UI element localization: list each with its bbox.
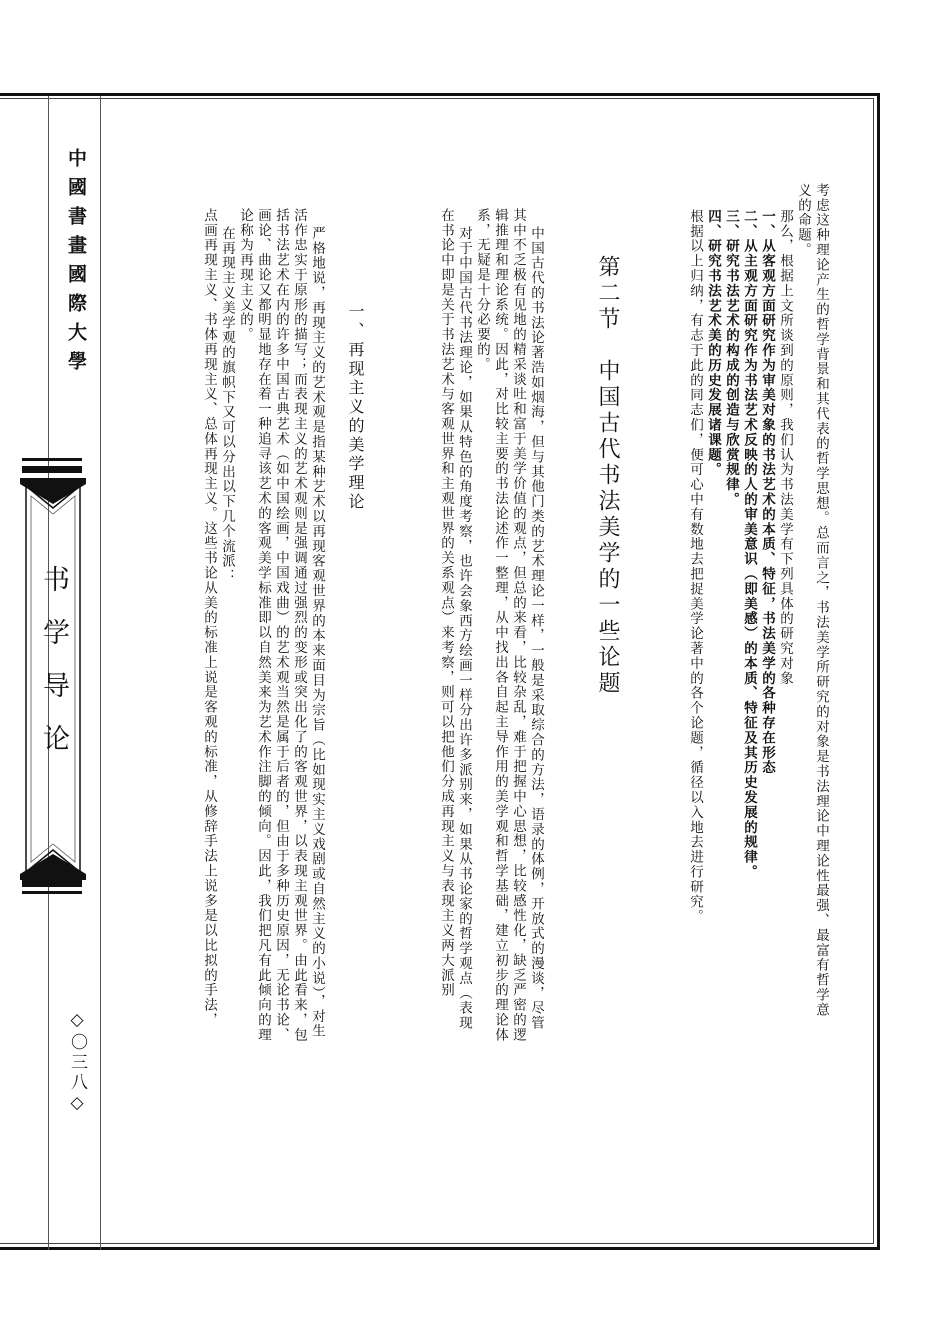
ornament-bar	[22, 891, 82, 894]
ornament-bar	[22, 466, 82, 473]
text-column: 根据以上归纳，有志于此的同志们，便可心中有数地去把捉美学论著中的各个论题，循径以入地去进行研究。	[687, 209, 703, 925]
text-column: 义的命题。	[795, 183, 811, 258]
text-column: 考虑这种理论产生的哲学背景和其代表的哲学思想。总而言之，书法美学所研究的对象是书法理论中理论性最强、最富有哲学意	[813, 183, 829, 1018]
spine-line-right	[100, 96, 101, 1250]
page-number: ◇〇三八◇	[67, 1010, 87, 1116]
text-column: 点画再现主义、书体再现主义、总体再现主义。这些书论从美的标准上说是客观的标准，从修辞手法上说多是以比拟的手法，	[201, 208, 217, 1028]
text-column: 三、研究书法艺术的构成的创造与欣赏规律。	[723, 209, 739, 507]
text-column: 活作忠实于原形的描写；而表现主义的艺术观则是强调通过强烈的变形或突出化了的客观世界，以表现主观世界。由此看来，包	[291, 208, 307, 1043]
ornament-bar	[22, 880, 82, 887]
series-title: 中國書畫國際大學	[65, 148, 87, 380]
subsection-heading: 一、再现主义的美学理论	[346, 303, 365, 512]
text-column: 系，无疑是十分必要的。	[474, 208, 490, 372]
text-column: 二、从主观方面研究作为书法艺术反映的人的审美意识（即美感）的本质、特征及其历史发展的规律。	[741, 209, 757, 880]
text-column: 严格地说，再现主义的艺术观是指某种艺术以再现客观世界的本来面目为宗旨（比如现实主义戏剧或自然主义的小说），对生	[309, 226, 325, 1039]
text-column: 四、研究书法艺术美的历史发展诸课题。	[705, 209, 721, 478]
text-column: 中国古代的书法论著浩如烟海，但与其他门类的艺术理论一样，一般是采取综合的方法，语录的体例，开放式的漫谈，尽管	[528, 226, 544, 1031]
ornament-bar	[22, 458, 82, 461]
text-column: 辑推理和理论系统。因此，对比较主要的书法论述作一整理，从中找出各自起主导作用的美学观和哲学基础，建立初步的理论体	[492, 208, 508, 1043]
text-column: 一、从客观方面研究作为审美对象的书法艺术的本质、特征，书法美学的各种存在形态	[759, 209, 775, 776]
book-title: 书学导论	[38, 565, 69, 777]
text-column: 括书法艺术在内的许多中国古典艺术（如中国绘画，中国戏曲）的艺术观当然是属于后者的，但由于多种历史原因，无论书论、	[273, 208, 289, 1043]
text-column: 其中不乏极有见地的精采谈吐和富于美学价值的观点，但总的来看，比较杂乱，难于把握中心思想，比较感性化，缺乏严密的逻	[510, 208, 526, 1043]
section-heading: 第二节 中国古代书法美学的一些论题	[595, 255, 620, 697]
text-column: 在再现主义美学观的旗帜下又可以分出以下几个流派：	[219, 226, 235, 584]
text-column: 论称为再现主义的。	[237, 208, 253, 343]
text-column: 那么，根据上文所谈到的原则，我们认为书法美学有下列具体的研究对象	[777, 209, 793, 686]
text-column: 对于中国古代书法理论，如果从特色的角度考察，也许会象西方绘画一样分出许多派别来，如果从书论家的哲学观点（表现	[456, 226, 472, 1031]
text-column: 在书论中即是关于书法艺术与客观世界和主观世界的关系观点）来考察，则可以把他们分成再现主义与表现主义两大派别	[438, 208, 454, 998]
text-column: 画论、曲论又都明显地存在着一种追寻该艺术的客观美学标准即以自然美来为艺术作注脚的倾向。因此，我们把凡有此倾向的理	[255, 208, 271, 1043]
